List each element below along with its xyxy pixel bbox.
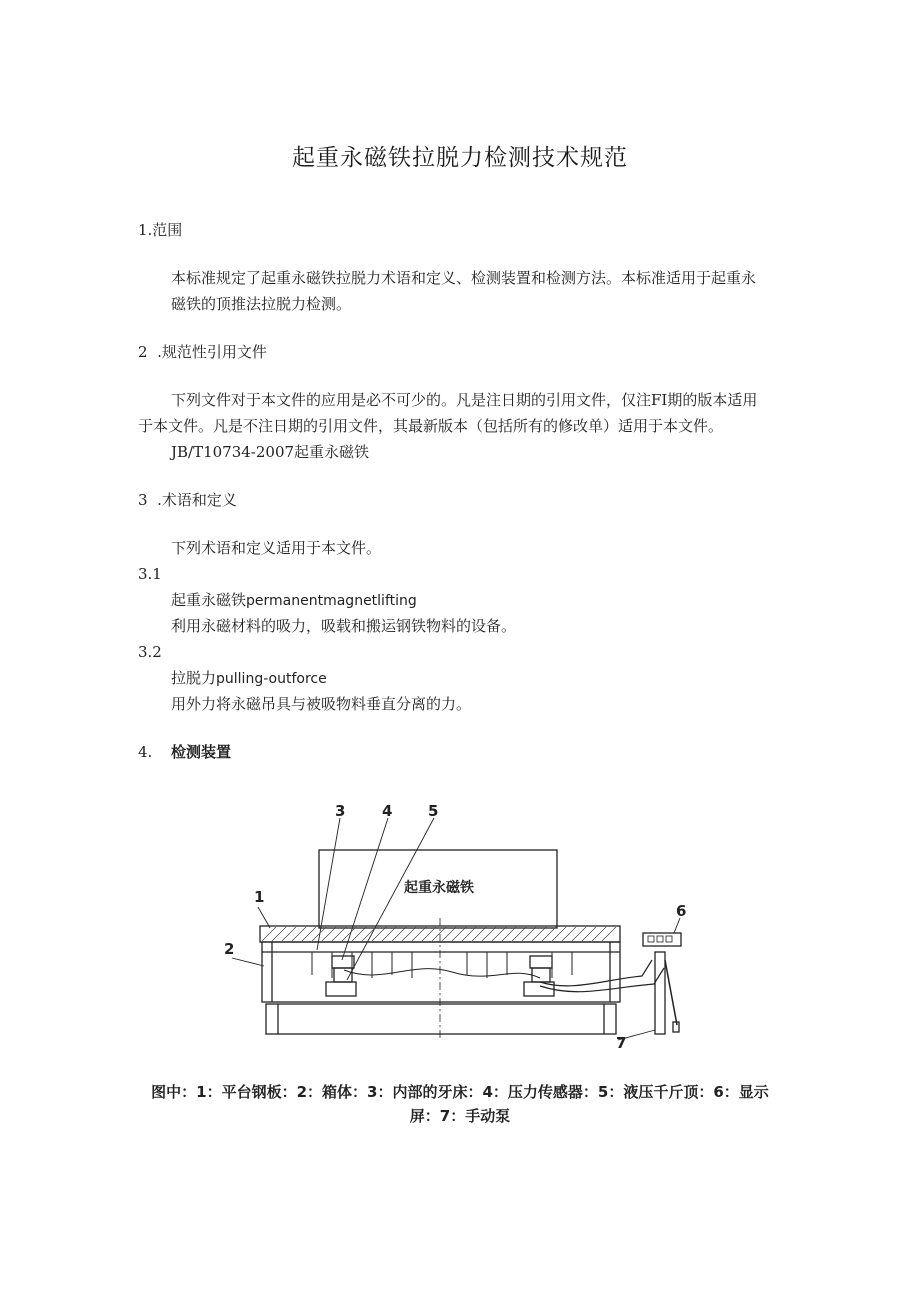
section-3-heading: 3 .术语和定义 xyxy=(138,491,237,509)
callout-7: 7 xyxy=(616,1034,627,1052)
term-3-1-english: permanentmagnetlifting xyxy=(246,593,417,609)
term-3-1-chinese: 起重永磁铁 xyxy=(171,591,247,609)
callout-2: 2 xyxy=(224,940,235,958)
term-3-1-definition: 利用永磁材料的吸力，吸载和搬运钢铁物料的设备。 xyxy=(171,617,517,635)
hydraulic-hose xyxy=(344,969,540,978)
magnet-label: 起重永磁铁 xyxy=(404,880,474,896)
callout-4: 4 xyxy=(382,802,393,820)
display-screen xyxy=(643,933,681,946)
term-3-2-english: pulling-outforce xyxy=(216,671,327,687)
base-beam xyxy=(266,1004,616,1034)
term-3-1-number: 3.1 xyxy=(138,565,162,583)
section-4-heading: 检测装置 xyxy=(171,743,232,761)
section-2-paragraph-line-1: 下列文件对于本文件的应用是必不可少的。凡是注日期的引用文件，仅注FI期的版本适用 xyxy=(171,391,758,409)
testing-device-figure xyxy=(222,800,702,1060)
reference-standard: JB/T10734-2007起重永磁铁 xyxy=(171,443,370,461)
section-2-paragraph-line-2: 于本文件。凡是不注日期的引用文件，其最新版本（包括所有的修改单）适用于本文件。 xyxy=(138,417,724,435)
callout-3: 3 xyxy=(335,802,346,820)
figure-caption xyxy=(140,1080,780,1128)
term-3-2-title xyxy=(171,668,327,689)
page-title: 起重永磁铁拉脱力检测技术规范 xyxy=(292,145,628,171)
section-2-heading: 2 .规范性引用文件 xyxy=(138,343,267,361)
term-3-2-definition: 用外力将永磁吊具与被吸物料垂直分离的力。 xyxy=(171,695,472,713)
callout-1: 1 xyxy=(254,888,265,906)
box-body xyxy=(262,942,620,1002)
figure-caption-line-2: 屏：7：手动泵 xyxy=(409,1107,511,1125)
section-1-heading: 1.范围 xyxy=(138,221,183,239)
term-3-1-title xyxy=(171,590,417,611)
section-1-paragraph-line-2: 磁铁的顶推法拉脱力检测。 xyxy=(171,295,352,313)
hand-pump xyxy=(655,952,665,1034)
term-3-2-chinese: 拉脱力 xyxy=(171,669,217,687)
hydraulic-jack-left xyxy=(326,982,356,996)
callout-5: 5 xyxy=(428,802,439,820)
pressure-sensor-right xyxy=(530,956,552,968)
section-3-intro: 下列术语和定义适用于本文件。 xyxy=(171,539,382,557)
callout-6: 6 xyxy=(676,902,687,920)
figure-caption-line-1: 图中：1：平台钢板：2：箱体：3：内部的牙床：4：压力传感器：5：液压千斤顶：6：显示 xyxy=(151,1083,769,1101)
section-4-number: 4. xyxy=(138,743,153,761)
term-3-2-number: 3.2 xyxy=(138,643,162,661)
section-1-paragraph-line-1: 本标准规定了起重永磁铁拉脱力术语和定义、检测装置和检测方法。本标准适用于起重永 xyxy=(171,269,757,287)
